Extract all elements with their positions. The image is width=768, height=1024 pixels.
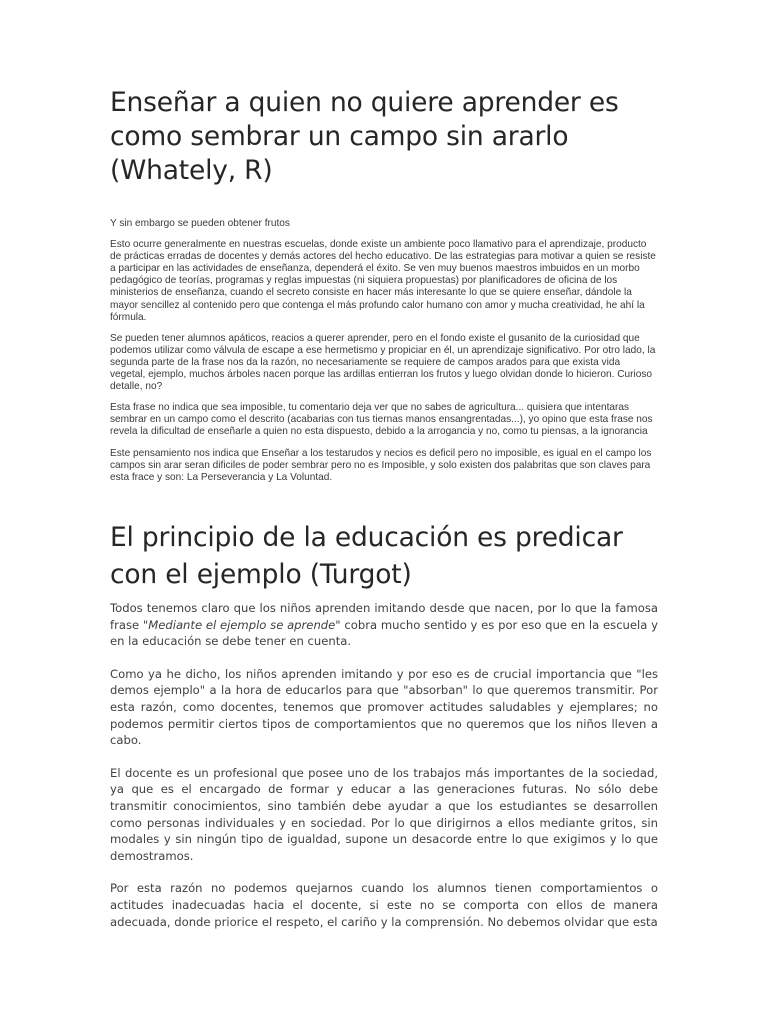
paragraph: Como ya he dicho, los niños aprenden imitando y por eso es de crucial importancia que "les demos ejemplo" a la hora de educarlos para que "absorban" lo que queremos transmitir. Por esta razón, como docentes, tenemos que promover actitudes saludables y ejemplares; no podemos permitir ciertos tipos de comportamientos que no queremos que los niños lleven a cabo. (110, 666, 658, 748)
paragraph: Se pueden tener alumnos apáticos, reacios a querer aprender, pero en el fondo existe el gusanito de la curiosidad que podemos utilizar como válvula de escape a ese hermetismo y propiciar en él, un aprendizaje significativo. Por otro lado, la segunda parte de la frase nos da la razón, no necesariamente se requiere de campos arados para que exista vida vegetal, ejemplo, muchos árboles nacen porque las ardillas entierran los frutos y luego olvidan donde lo hicieron. Curioso detalle, no? (110, 332, 656, 393)
paragraph: Por esta razón no podemos quejarnos cuando los alumnos tienen comportamientos o actitudes inadecuadas hacia el docente, si este no se comporta con ellos de manera adecuada, donde priorice el respeto, el cariño y la comprensión. No debemos olvidar que esta (110, 881, 658, 929)
section-body-whately (110, 218, 656, 493)
section-heading-turgot: El principio de la educación es predicar con el ejemplo (Turgot) (110, 522, 623, 590)
quote-text: "Mediante el ejemplo se aprende" (142, 617, 341, 632)
section-body-turgot (110, 600, 658, 946)
paragraph: El docente es un profesional que posee uno de los trabajos más importantes de la sociedad, ya que es el encargado de formar y educar a las generaciones futuras. No sólo debe transmitir conocimientos, sino también debe ayudar a que los estudiantes se desarrollen como personas individuales y en sociedad. Por lo que dirigirnos a ellos mediante gritos, sin modales y sin ningún tipo de igualdad, supone un desacorde entre lo que exigimos y lo que demostramos. (110, 765, 658, 863)
paragraph: Esto ocurre generalmente en nuestras escuelas, donde existe un ambiente poco llamativo para el aprendizaje, producto de prácticas erradas de docentes y demás actores del hecho educativo. De las estrategias para motivar a quien se resiste a participar en las actividades de enseñanza, dependerá el éxito. Se ven muy buenos maestros imbuidos en un morbo pedagógico de teorías, programas y reglas impuestas (ni siquiera propuestas) por planificadores de oficina de los ministerios de enseñanza, cuando el secreto consiste en hacer más interesante lo que se quiere enseñar, dándole la mayor sencillez al contenido pero que contenga el más profundo calor humano con amor y mucha creatividad, he ahí la fórmula. (110, 239, 656, 323)
paragraph: Esta frase no indica que sea imposible, tu comentario deja ver que no sabes de agricultura... quisiera que intentaras sembrar en un campo como el descrito (acabarias con tus tiernas manos ensangrentadas...), yo opino que esta frase nos revela la dificultad de enseñarle a quien no esta dispuesto, debido a la arrogancia y no, como tu piensas, a la ignorancia (110, 402, 653, 438)
paragraph (110, 600, 658, 650)
paragraph-text: cobra mucho sentido y es por eso que en la escuela y en la educación se debe tener en cuenta. (110, 617, 658, 649)
section-heading-whately: Enseñar a quien no quiere aprender es como sembrar un campo sin ararlo (Whately, R) (110, 87, 619, 186)
paragraph: Este pensamiento nos indica que Enseñar a los testarudos y necios es deficil pero no imposible, es igual en el campo los campos sin arar seran dificiles de poder sembrar pero no es Imposible, y solo existen dos palabritas que son claves para esta frace y son: La Perseverancia y La Voluntad. (110, 447, 652, 483)
subtitle-text: Y sin embargo se pueden obtener frutos (110, 218, 290, 229)
paragraph-text: Todos tenemos claro que los niños aprenden imitando desde que nacen, por lo que la famosa frase (110, 601, 658, 632)
